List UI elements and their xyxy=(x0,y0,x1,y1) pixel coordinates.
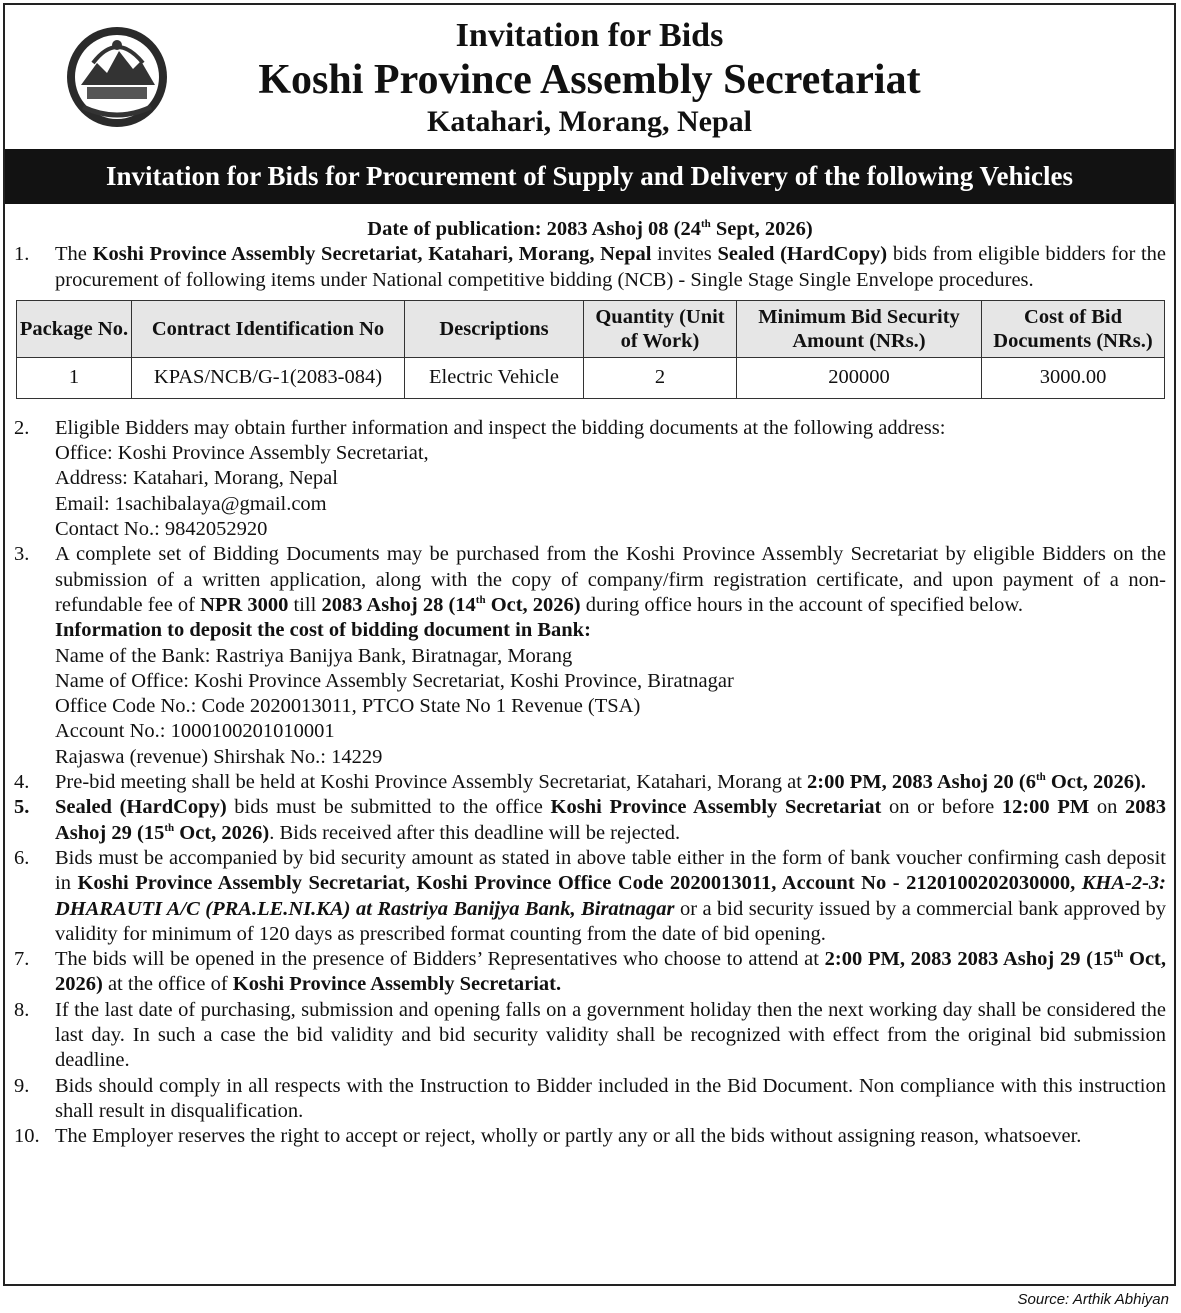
clause-7 xyxy=(14,947,1166,998)
bold-run-tail: Oct, 2026) xyxy=(55,948,1167,996)
text-run: during office hours in the account of specified below. xyxy=(580,593,1023,616)
bold-run xyxy=(807,771,1146,793)
bid-package-table xyxy=(16,300,1165,399)
cell-bid-security: 200000 xyxy=(737,357,982,398)
bank-info-heading: Information to deposit the cost of bidding document in Bank: xyxy=(55,619,591,642)
clause-number: 5. xyxy=(14,796,30,819)
publication-date xyxy=(14,217,1166,242)
clause-number: 2. xyxy=(14,416,30,439)
notice-body xyxy=(14,217,1166,1150)
text-run: The bids will be opened in the presence of Bidders’ Representatives who choose to attend at xyxy=(55,948,825,971)
contact-address: Address: Katahari, Morang, Nepal xyxy=(55,467,338,490)
text-run: or a bid security issued by a commercial bank approved by validity for minimum of 120 days as prescribed format counting from the date of bid opening. xyxy=(55,897,1167,945)
clause-10 xyxy=(14,1124,1166,1149)
text-run: invites xyxy=(651,243,718,266)
text-run: Pre-bid meeting shall be held at Koshi Province Assembly Secretariat, Katahari, Morang at xyxy=(55,771,808,794)
clause-2 xyxy=(14,416,1166,542)
bold-run: Koshi Province Assembly Secretariat, Koshi Province Office Code 2020013011, Account No - 2120100202030000, xyxy=(77,872,1082,895)
clause-text: The Employer reserves the right to accept or reject, wholly or partly any or all the bids without assigning reason, whatsoever. xyxy=(55,1125,1082,1148)
header-descriptions: Descriptions xyxy=(405,300,584,357)
superscript: th xyxy=(475,594,486,607)
header-contract-id: Contract Identification No xyxy=(132,300,405,357)
superscript: th xyxy=(1035,771,1046,784)
text-run: on xyxy=(1089,796,1126,819)
clause-number: 4. xyxy=(14,771,30,794)
clause-text: If the last date of purchasing, submission and opening falls on a government holiday then the next working day shall be considered the last day. In such a case the bid validity and bid security validity shall be recognized with effect from the original bid submission deadline. xyxy=(55,998,1166,1072)
clause-text xyxy=(55,542,1166,770)
bold-run: 12:00 PM xyxy=(1001,796,1090,819)
bold-run-tail: Oct, 2026). xyxy=(1045,771,1146,794)
bold-run: Sealed (HardCopy) xyxy=(55,796,227,819)
notice-title: Invitation for Bids xyxy=(455,17,724,54)
clause-5 xyxy=(14,795,1166,846)
cell-descriptions: Electric Vehicle xyxy=(405,357,584,398)
cell-quantity: 2 xyxy=(584,357,737,398)
clause-text xyxy=(55,770,1166,795)
notice-frame xyxy=(3,3,1176,1286)
header-package: Package No. xyxy=(17,300,132,357)
bold-run-tail: Oct, 2026) xyxy=(174,821,270,844)
bold-run xyxy=(321,594,580,616)
publication-date-sup: th xyxy=(701,218,711,231)
table-header-row xyxy=(17,300,1165,357)
publication-date-text: Date of publication: 2083 Ashoj 08 (24 xyxy=(367,218,701,240)
clause-6 xyxy=(14,846,1166,947)
header-bid-security: Minimum Bid Security Amount (NRs.) xyxy=(737,300,982,357)
header-document-cost: Cost of Bid Documents (NRs.) xyxy=(982,300,1165,357)
text-run: at the office of xyxy=(102,973,233,996)
contact-phone: Contact No.: 9842052920 xyxy=(55,518,268,541)
clause-text xyxy=(55,846,1166,947)
source-credit: Source: Arthik Abhiyan xyxy=(1017,1291,1169,1308)
clause-9 xyxy=(14,1074,1166,1125)
cell-contract-id: KPAS/NCB/G-1(2083-084) xyxy=(132,357,405,398)
bank-office-name: Name of Office: Koshi Province Assembly Secretariat, Koshi Province, Biratnagar xyxy=(55,669,734,692)
clause-text xyxy=(55,947,1166,998)
bold-run: Koshi Province Assembly Secretariat. xyxy=(232,973,562,996)
clause-number: 3. xyxy=(14,543,30,566)
header-quantity: Quantity (Unit of Work) xyxy=(584,300,737,357)
contact-office: Office: Koshi Province Assembly Secretariat, xyxy=(55,442,429,465)
bold-run: NPR 3000 xyxy=(200,593,289,616)
clause-number: 6. xyxy=(14,846,30,869)
clause-number: 10. xyxy=(14,1125,40,1148)
bold-run: Sealed (HardCopy) xyxy=(717,243,888,266)
text-run: . Bids received after this deadline will be rejected. xyxy=(269,821,681,844)
bold-run: Koshi Province Assembly Secretariat, Katahari, Morang, Nepal xyxy=(92,243,652,266)
cell-package: 1 xyxy=(17,357,132,398)
clause-number: 7. xyxy=(14,948,30,971)
banner-heading: Invitation for Bids for Procurement of Supply and Delivery of the following Vehicles xyxy=(5,149,1174,204)
text-run: Bids must be accompanied by bid security amount as stated in above table either in the form of bank voucher confirming cash deposit in xyxy=(55,846,1166,895)
clause-text: Bids should comply in all respects with the Instruction to Bidder included in the Bid Document. Non compliance with this instruction shall result in disqualification. xyxy=(55,1074,1166,1122)
bank-name: Name of the Bank: Rastriya Banijya Bank, Biratnagar, Morang xyxy=(55,644,573,667)
bold-run-text: 2:00 PM, 2083 2083 Ashoj 29 (15 xyxy=(824,948,1114,971)
organization-location: Katahari, Morang, Nepal xyxy=(427,105,752,138)
text-run: The xyxy=(55,243,93,266)
bold-italic-run: KHA-2-3: DHARAUTI A/C (PRA.LE.NI.KA) at Rastriya Banijya Bank, Biratnagar xyxy=(55,872,1167,920)
clause-number: 9. xyxy=(14,1074,30,1097)
text-run: on or before xyxy=(881,796,1002,819)
bold-run: Koshi Province Assembly Secretariat xyxy=(550,796,882,819)
text-run: bids must be submitted to the office xyxy=(226,796,551,819)
text-run: bids from eligible bidders for the procurement of following items under National competitive bidding (NCB) - Single Stage Single Envelope procedures. xyxy=(55,243,1167,291)
clause-8 xyxy=(14,998,1166,1074)
publication-date-tail: Sept, 2026) xyxy=(710,218,813,240)
bold-run-text: 2:00 PM, 2083 Ashoj 20 (6 xyxy=(807,771,1036,794)
clause-text xyxy=(55,795,1166,846)
notice-header xyxy=(5,5,1174,149)
clause-4 xyxy=(14,770,1166,795)
clause-intro: Eligible Bidders may obtain further information and inspect the bidding documents at the following address: xyxy=(55,416,946,439)
superscript: th xyxy=(164,821,175,834)
clause-3 xyxy=(14,542,1166,770)
revenue-heading-no: Rajaswa (revenue) Shirshak No.: 14229 xyxy=(55,745,383,768)
text-run: till xyxy=(288,593,322,616)
bank-office-code: Office Code No.: Code 2020013011, PTCO State No 1 Revenue (TSA) xyxy=(55,695,641,718)
superscript: th xyxy=(1113,948,1124,961)
organization-name: Koshi Province Assembly Secretariat xyxy=(258,57,921,103)
clause-1 xyxy=(14,242,1166,293)
text-run: A complete set of Bidding Documents may be purchased from the Koshi Province Assembly Secretariat by eligible Bidders on the submission of a written application, along with the copy of company/firm registration certificate, and upon payment of a non-refundable fee of xyxy=(55,543,1166,616)
clause-text xyxy=(55,416,1166,542)
bank-account-no: Account No.: 1000100201010001 xyxy=(55,720,335,743)
table-row xyxy=(17,357,1165,398)
bold-run-tail: Oct, 2026) xyxy=(485,593,581,616)
clause-number: 1. xyxy=(14,243,30,266)
cell-document-cost: 3000.00 xyxy=(982,357,1165,398)
clause-text xyxy=(55,242,1166,293)
contact-email: Email: 1sachibalaya@gmail.com xyxy=(55,492,327,515)
bold-run-text: 2083 Ashoj 29 (15 xyxy=(55,796,1167,844)
clause-number: 8. xyxy=(14,998,30,1021)
bold-run-text: 2083 Ashoj 28 (14 xyxy=(321,593,476,616)
clause-paragraph xyxy=(55,542,1166,618)
